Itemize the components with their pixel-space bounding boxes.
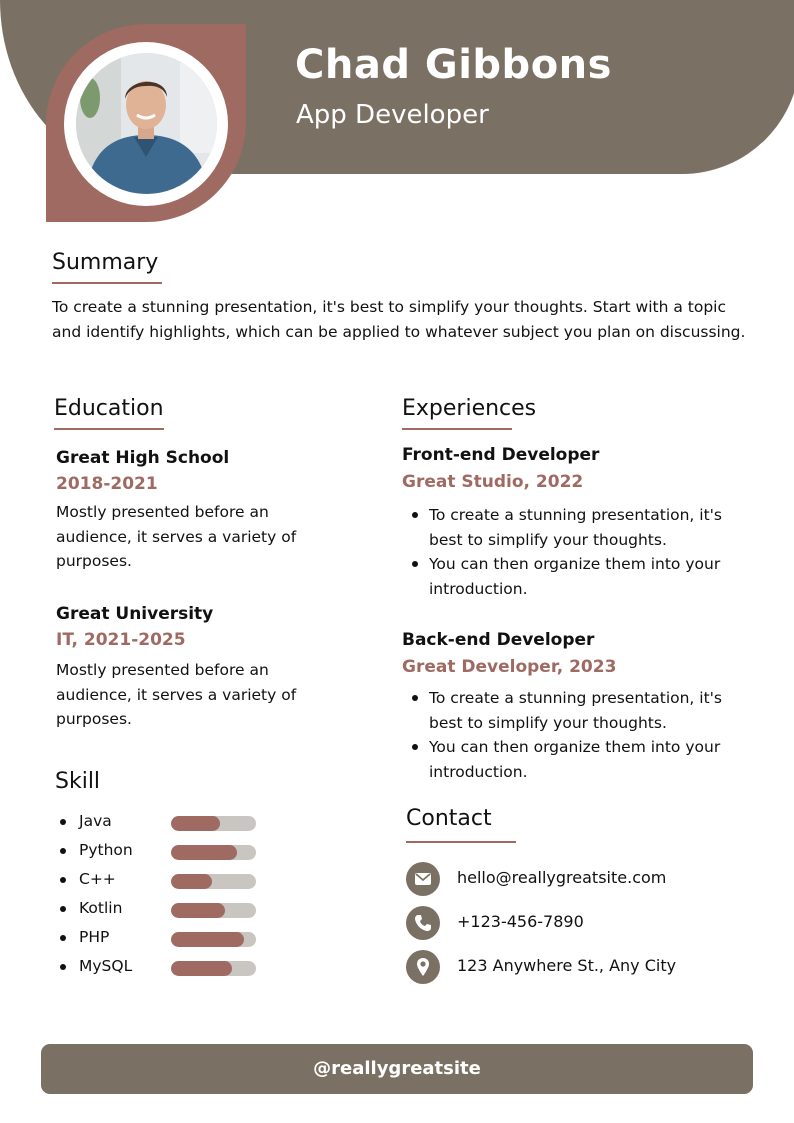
experience-bullets (402, 686, 752, 784)
experiences-heading: Experiences (402, 396, 537, 421)
list-item: You can then organize them into your introduction. (402, 735, 752, 784)
skill-bar (171, 816, 256, 831)
list-item: To create a stunning presentation, it's best to simplify your thoughts. (402, 503, 752, 552)
location-pin-icon (406, 950, 440, 984)
list-item: To create a stunning presentation, it's best to simplify your thoughts. (402, 686, 752, 735)
experience-role: Back-end Developer (402, 630, 595, 650)
skill-row (60, 957, 260, 977)
education-rule (54, 428, 164, 430)
contact-address-text: 123 Anywhere St., Any City (457, 956, 677, 975)
skill-name: Kotlin (79, 899, 123, 917)
mail-icon (406, 862, 440, 896)
skill-name: Java (79, 812, 112, 830)
skill-bar-fill (171, 903, 225, 918)
contact-heading: Contact (406, 806, 492, 831)
experience-bullets (402, 503, 752, 601)
bullet-dot (60, 819, 66, 825)
skill-row (60, 928, 260, 948)
education-dates: IT, 2021-2025 (56, 630, 186, 650)
skill-bar-fill (171, 932, 244, 947)
skill-bar-fill (171, 874, 212, 889)
education-heading: Education (54, 396, 164, 421)
skill-name: C++ (79, 870, 116, 888)
skill-name: PHP (79, 928, 110, 946)
skill-name: Python (79, 841, 133, 859)
skill-name: MySQL (79, 957, 133, 975)
phone-icon (406, 906, 440, 940)
candidate-name: Chad Gibbons (295, 42, 612, 88)
summary-heading: Summary (52, 250, 159, 275)
bullet-dot (60, 848, 66, 854)
bullet-dot (60, 935, 66, 941)
job-title: App Developer (296, 100, 489, 130)
education-desc: Mostly presented before an audience, it serves a variety of purposes. (56, 661, 297, 728)
experience-role: Front-end Developer (402, 445, 600, 465)
bullet-dot (60, 877, 66, 883)
bullet-dot (60, 964, 66, 970)
profile-photo (76, 53, 217, 194)
skill-row (60, 812, 260, 832)
skill-bar-fill (171, 816, 220, 831)
summary-text: To create a stunning presentation, it's best to simplify your thoughts. Start with a topic and identify highlights, which can be applied to whatever subject you plan on discussing. (52, 298, 746, 341)
bullet-dot (60, 906, 66, 912)
skill-bar (171, 932, 256, 947)
list-item: You can then organize them into your introduction. (402, 552, 752, 601)
education-school: Great University (56, 604, 214, 624)
summary-rule (52, 282, 162, 284)
skill-bar (171, 845, 256, 860)
skill-row (60, 899, 260, 919)
contact-phone-text[interactable]: +123-456-7890 (457, 912, 584, 931)
skill-bar (171, 874, 256, 889)
skill-bar-fill (171, 961, 232, 976)
skill-bar-fill (171, 845, 237, 860)
contact-rule (406, 841, 516, 843)
education-dates: 2018-2021 (56, 474, 158, 494)
experience-company: Great Studio, 2022 (402, 472, 584, 492)
skill-heading: Skill (55, 769, 101, 794)
education-desc: Mostly presented before an audience, it serves a variety of purposes. (56, 503, 297, 570)
skill-row (60, 870, 260, 890)
skill-bar (171, 903, 256, 918)
education-school: Great High School (56, 448, 230, 468)
skill-bar (171, 961, 256, 976)
contact-email-text[interactable]: hello@reallygreatsite.com (457, 868, 667, 887)
skill-row (60, 841, 260, 861)
footer-handle[interactable]: @reallygreatsite (313, 1058, 481, 1079)
experience-company: Great Developer, 2023 (402, 657, 617, 677)
experiences-rule (402, 428, 512, 430)
footer-bar (41, 1044, 753, 1094)
